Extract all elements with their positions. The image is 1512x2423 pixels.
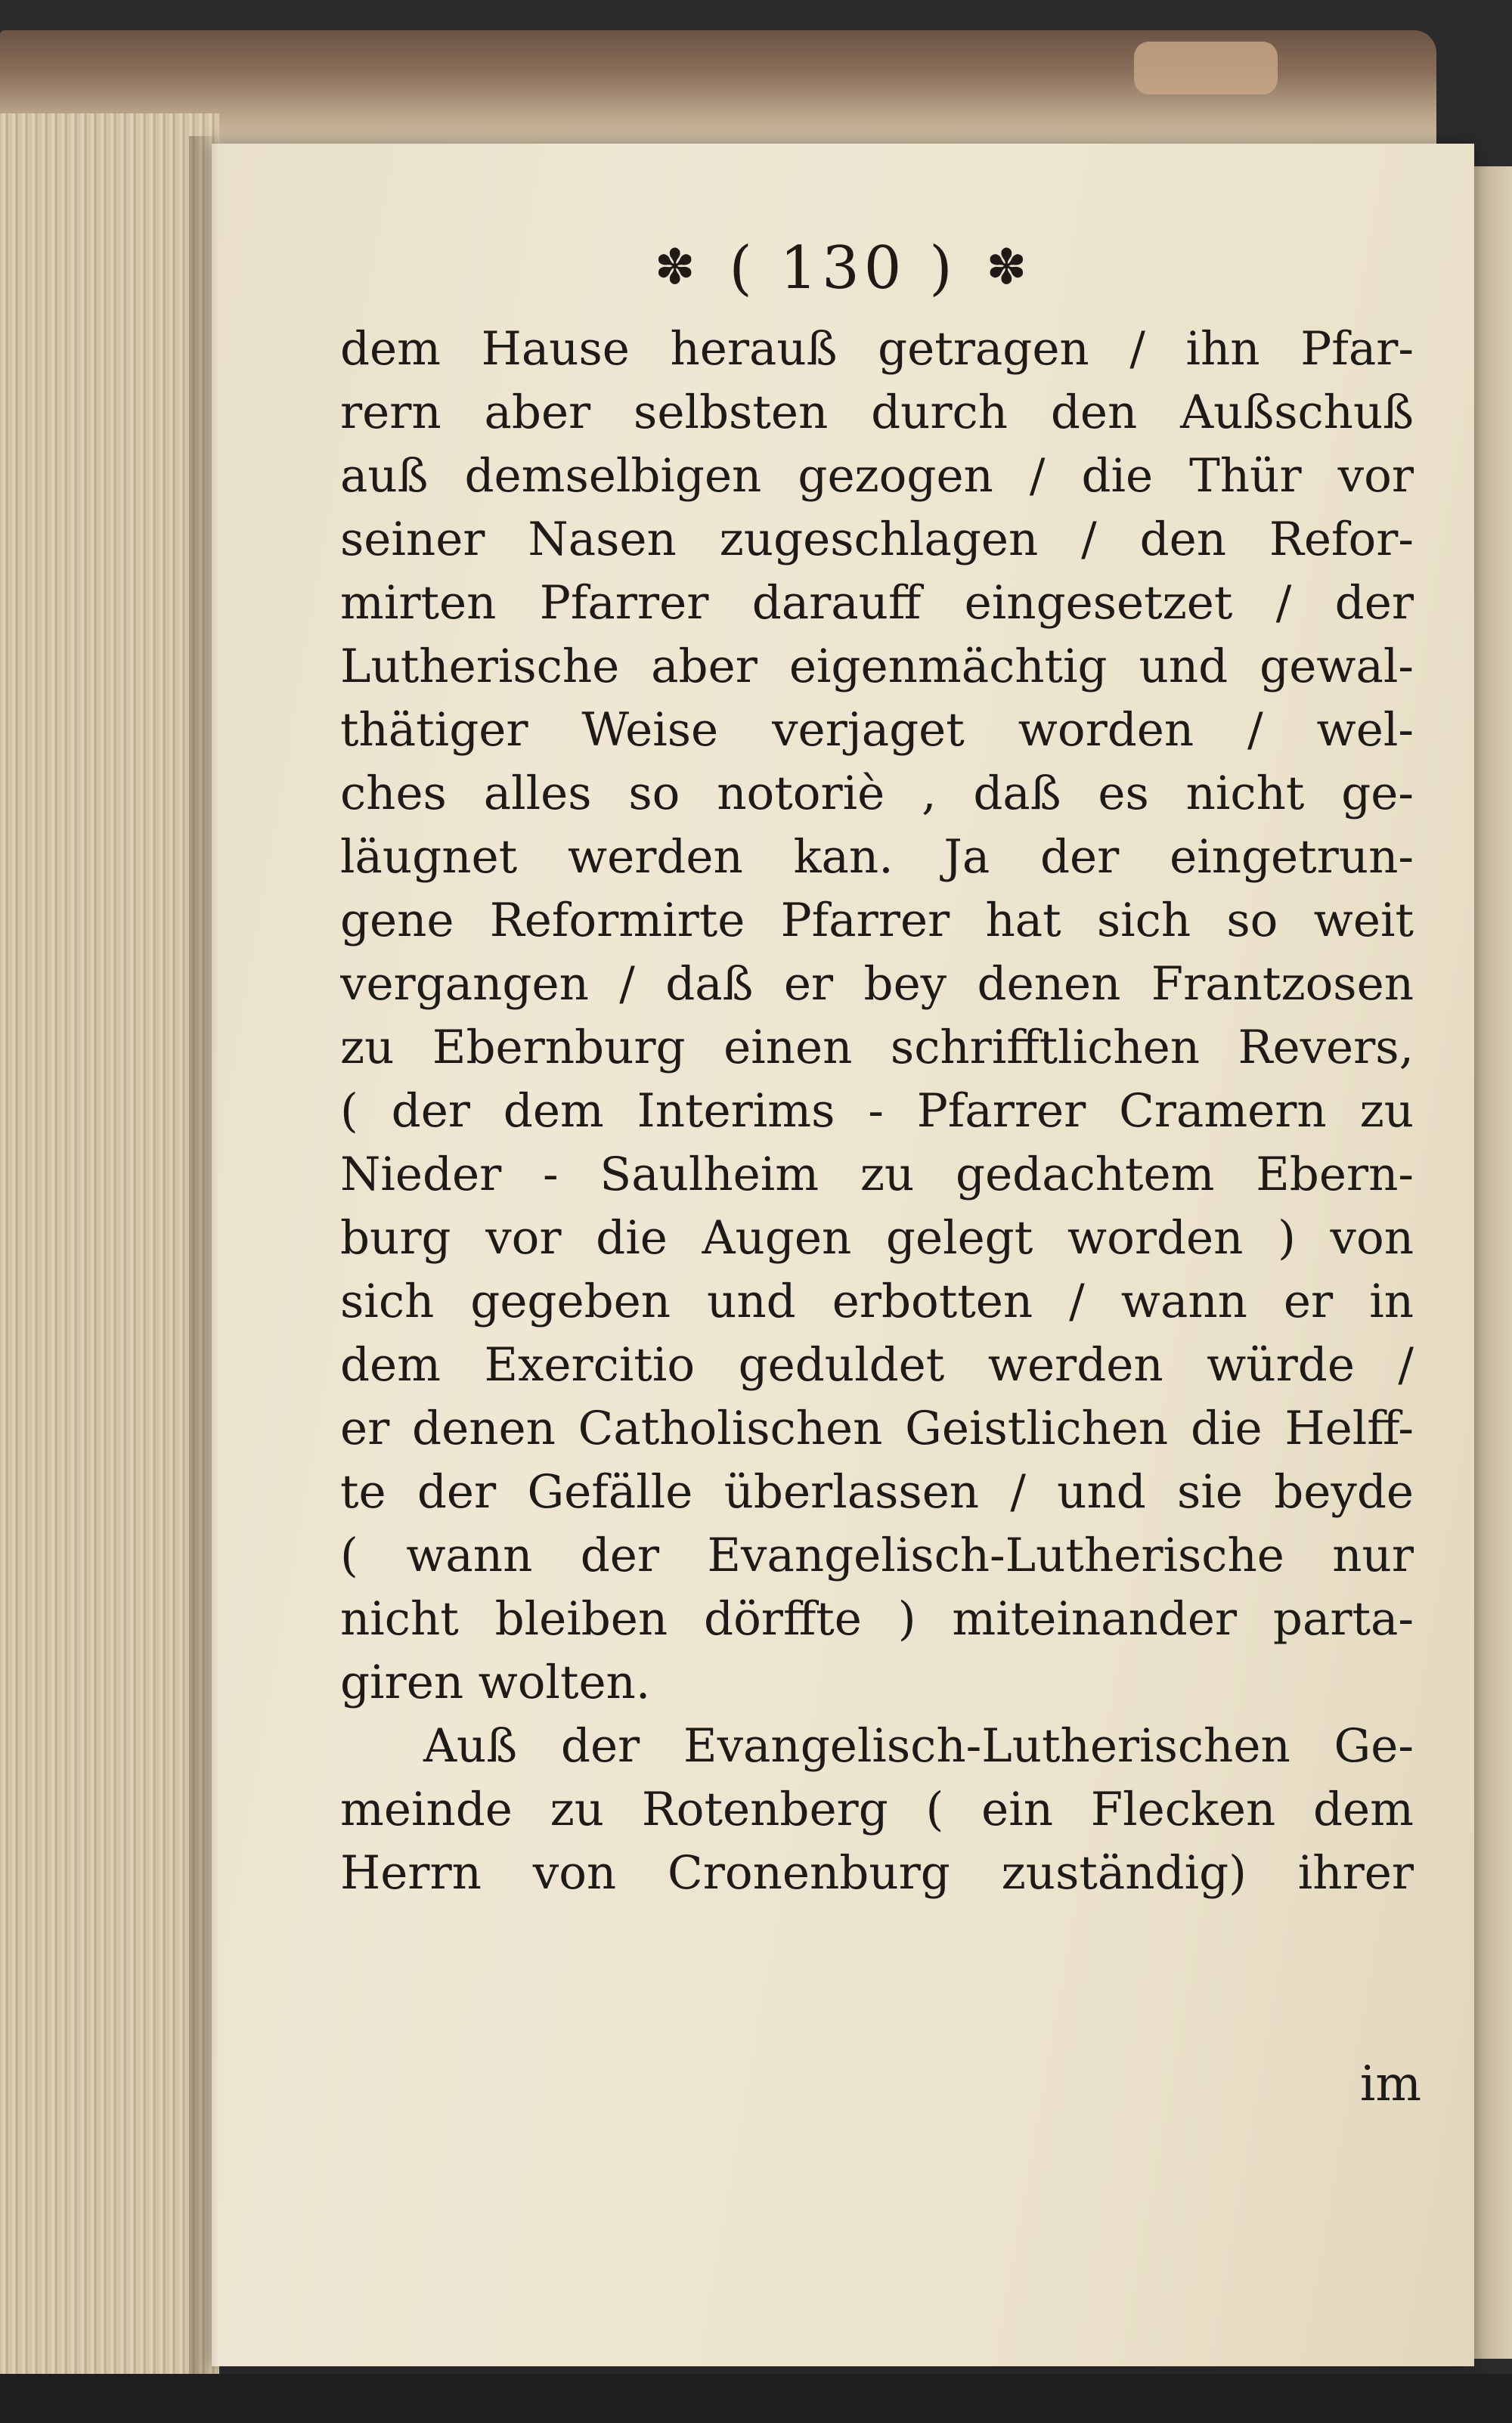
text-line: te der Gefälle überlassen / und sie beyde: [340, 1465, 1414, 1519]
text-line: gene Reformirte Pfarrer hat sich so weit: [340, 894, 1414, 947]
text-line: Lutherische aber eigenmächtig und gewal-: [340, 640, 1414, 693]
bottom-background: [0, 2374, 1512, 2423]
text-line: Nieder - Saulheim zu gedachtem Ebern-: [340, 1148, 1414, 1201]
body-text: [340, 318, 1414, 1905]
page-header: [212, 234, 1474, 318]
page-stack-edges: [0, 113, 219, 2374]
book-stain: [1134, 42, 1278, 95]
page-number: ( 130 ): [729, 234, 957, 302]
text-line: burg vor die Augen gelegt worden ) von: [340, 1211, 1414, 1265]
catchword: im: [1359, 2056, 1421, 2112]
text-line: läugnet werden kan. Ja der eingetrun-: [340, 830, 1414, 884]
text-line: Auß der Evangelisch-Lutherischen Ge-: [423, 1719, 1414, 1773]
text-line: dem Hause herauß getragen / ihn Pfar-: [340, 322, 1414, 376]
gutter-shadow: [189, 136, 219, 2374]
text-line: dem Exercitio geduldet werden würde /: [340, 1338, 1414, 1392]
text-line: vergangen / daß er bey denen Frantzosen: [340, 957, 1414, 1011]
text-line: Herrn von Cronenburg zuständig) ihrer: [340, 1846, 1414, 1900]
text-line: thätiger Weise verjaget worden / wel-: [340, 703, 1414, 757]
text-line: ches alles so notoriè , daß es nicht ge-: [340, 767, 1414, 820]
text-line: ( der dem Interims - Pfarrer Cramern zu: [340, 1084, 1414, 1138]
text-line: giren wolten.: [340, 1656, 651, 1709]
text-line: rern aber selbsten durch den Außschuß: [340, 386, 1414, 439]
right-ornament-icon: ✽: [986, 240, 1032, 296]
text-line: ( wann der Evangelisch-Lutherische nur: [340, 1529, 1414, 1582]
text-line: meinde zu Rotenberg ( ein Flecken dem: [340, 1783, 1414, 1836]
text-line: sich gegeben und erbotten / wann er in: [340, 1275, 1414, 1328]
text-line: zu Ebernburg einen schrifftlichen Revers,: [340, 1021, 1414, 1074]
text-line: nicht bleiben dörffte ) miteinander parta-: [340, 1592, 1414, 1646]
text-line: mirten Pfarrer darauff eingesetzet / der: [340, 576, 1414, 630]
left-ornament-icon: ✽: [654, 240, 700, 296]
text-line: auß demselbigen gezogen / die Thür vor: [340, 449, 1414, 503]
text-line: er denen Catholischen Geistlichen die Helff-: [340, 1402, 1414, 1455]
text-line: seiner Nasen zugeschlagen / den Refor-: [340, 513, 1414, 566]
